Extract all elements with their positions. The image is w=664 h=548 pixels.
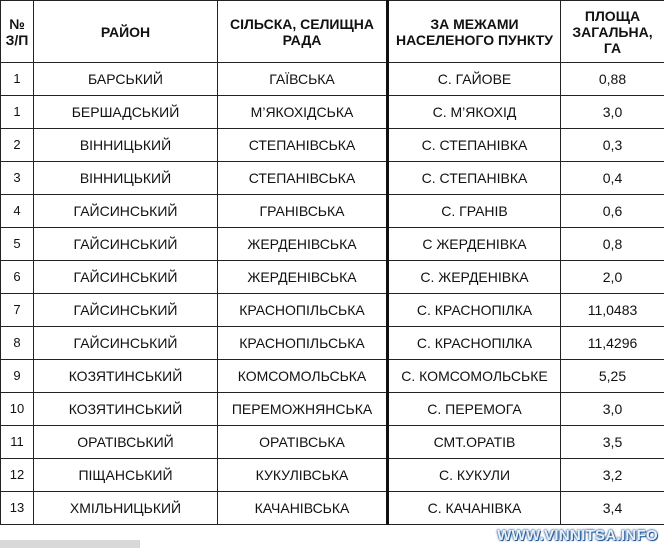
cell-area: 11,0483 [561,294,664,327]
cell-area: 11,4296 [561,327,664,360]
cell-district: КОЗЯТИНСЬКИЙ [34,360,218,393]
cell-district: ОРАТІВСЬКИЙ [34,426,218,459]
table-row [1,129,664,162]
cell-num: 11 [1,426,34,459]
cell-district: ГАЙСИНСЬКИЙ [34,195,218,228]
cell-settlement: С. КУКУЛИ [388,459,561,492]
cell-council: КУКУЛІВСЬКА [218,459,388,492]
cell-district: ВІННИЦЬКИЙ [34,129,218,162]
cell-area: 3,4 [561,492,664,525]
cell-area: 0,8 [561,228,664,261]
table-row [1,294,664,327]
cell-area: 0,6 [561,195,664,228]
cell-council: ГРАНІВСЬКА [218,195,388,228]
cell-council: М’ЯКОХІДСЬКА [218,96,388,129]
cell-num: 6 [1,261,34,294]
cell-district: ГАЙСИНСЬКИЙ [34,327,218,360]
cell-num: 4 [1,195,34,228]
cell-council: ЖЕРДЕНІВСЬКА [218,228,388,261]
cell-num: 3 [1,162,34,195]
cell-settlement: С. КРАСНОПІЛКА [388,327,561,360]
table-row [1,492,664,525]
cell-num: 9 [1,360,34,393]
cell-num: 12 [1,459,34,492]
cell-council: ОРАТІВСЬКА [218,426,388,459]
cell-district: БЕРШАДСЬКИЙ [34,96,218,129]
cell-council: КАЧАНІВСЬКА [218,492,388,525]
header-row [1,1,664,63]
cell-district: ГАЙСИНСЬКИЙ [34,228,218,261]
header-area: ПЛОЩА ЗАГАЛЬНА, ГА [561,1,664,63]
cell-area: 3,2 [561,459,664,492]
header-num: № З/П [1,1,34,63]
table-row [1,327,664,360]
cell-area: 0,4 [561,162,664,195]
header-settlement: ЗА МЕЖАМИ НАСЕЛЕНОГО ПУНКТУ [388,1,561,63]
cell-council: ГАЇВСЬКА [218,63,388,96]
cell-council: СТЕПАНІВСЬКА [218,129,388,162]
table-row [1,360,664,393]
cell-area: 0,88 [561,63,664,96]
cell-num: 1 [1,63,34,96]
cell-settlement: С. КАЧАНІВКА [388,492,561,525]
cell-council: ПЕРЕМОЖНЯНСЬКА [218,393,388,426]
header-district: РАЙОН [34,1,218,63]
cell-settlement: С. ЖЕРДЕНІВКА [388,261,561,294]
cell-council: ЖЕРДЕНІВСЬКА [218,261,388,294]
cell-council: КРАСНОПІЛЬСЬКА [218,294,388,327]
cell-area: 2,0 [561,261,664,294]
cell-district: ПІЩАНСЬКИЙ [34,459,218,492]
cell-area: 0,3 [561,129,664,162]
cell-council: КРАСНОПІЛЬСЬКА [218,327,388,360]
cell-num: 7 [1,294,34,327]
cell-area: 3,0 [561,393,664,426]
table-body [1,63,664,525]
cell-council: КОМСОМОЛЬСЬКА [218,360,388,393]
cell-num: 2 [1,129,34,162]
cell-settlement: С. КРАСНОПІЛКА [388,294,561,327]
table-row [1,195,664,228]
cell-settlement: С. ПЕРЕМОГА [388,393,561,426]
cell-council: СТЕПАНІВСЬКА [218,162,388,195]
table-row [1,162,664,195]
cell-district: ГАЙСИНСЬКИЙ [34,294,218,327]
cell-settlement: С. СТЕПАНІВКА [388,162,561,195]
cell-num: 8 [1,327,34,360]
cell-district: ВІННИЦЬКИЙ [34,162,218,195]
cell-district: ГАЙСИНСЬКИЙ [34,261,218,294]
table-row [1,261,664,294]
cell-num: 5 [1,228,34,261]
table-row [1,459,664,492]
cell-settlement: С. КОМСОМОЛЬСЬКЕ [388,360,561,393]
cell-area: 3,5 [561,426,664,459]
cell-settlement: СМТ.ОРАТІВ [388,426,561,459]
cell-num: 1 [1,96,34,129]
cell-settlement: С. ГАЙОВЕ [388,63,561,96]
bottom-scroll-strip [0,540,140,548]
table-row [1,426,664,459]
cell-num: 10 [1,393,34,426]
cell-area: 3,0 [561,96,664,129]
cell-district: ХМІЛЬНИЦЬКИЙ [34,492,218,525]
cell-settlement: С. СТЕПАНІВКА [388,129,561,162]
table-row [1,228,664,261]
cell-num: 13 [1,492,34,525]
site-watermark: WWW.VINNITSA.INFO [497,527,658,544]
cell-settlement: С. М’ЯКОХІД [388,96,561,129]
cell-district: БАРСЬКИЙ [34,63,218,96]
table-header [1,1,664,63]
cell-area: 5,25 [561,360,664,393]
cell-settlement: С. ГРАНІВ [388,195,561,228]
cell-district: КОЗЯТИНСЬКИЙ [34,393,218,426]
table-row [1,63,664,96]
cell-settlement: С ЖЕРДЕНІВКА [388,228,561,261]
header-council: СІЛЬСКА, СЕЛИЩНА РАДА [218,1,388,63]
table-row [1,393,664,426]
table-row [1,96,664,129]
